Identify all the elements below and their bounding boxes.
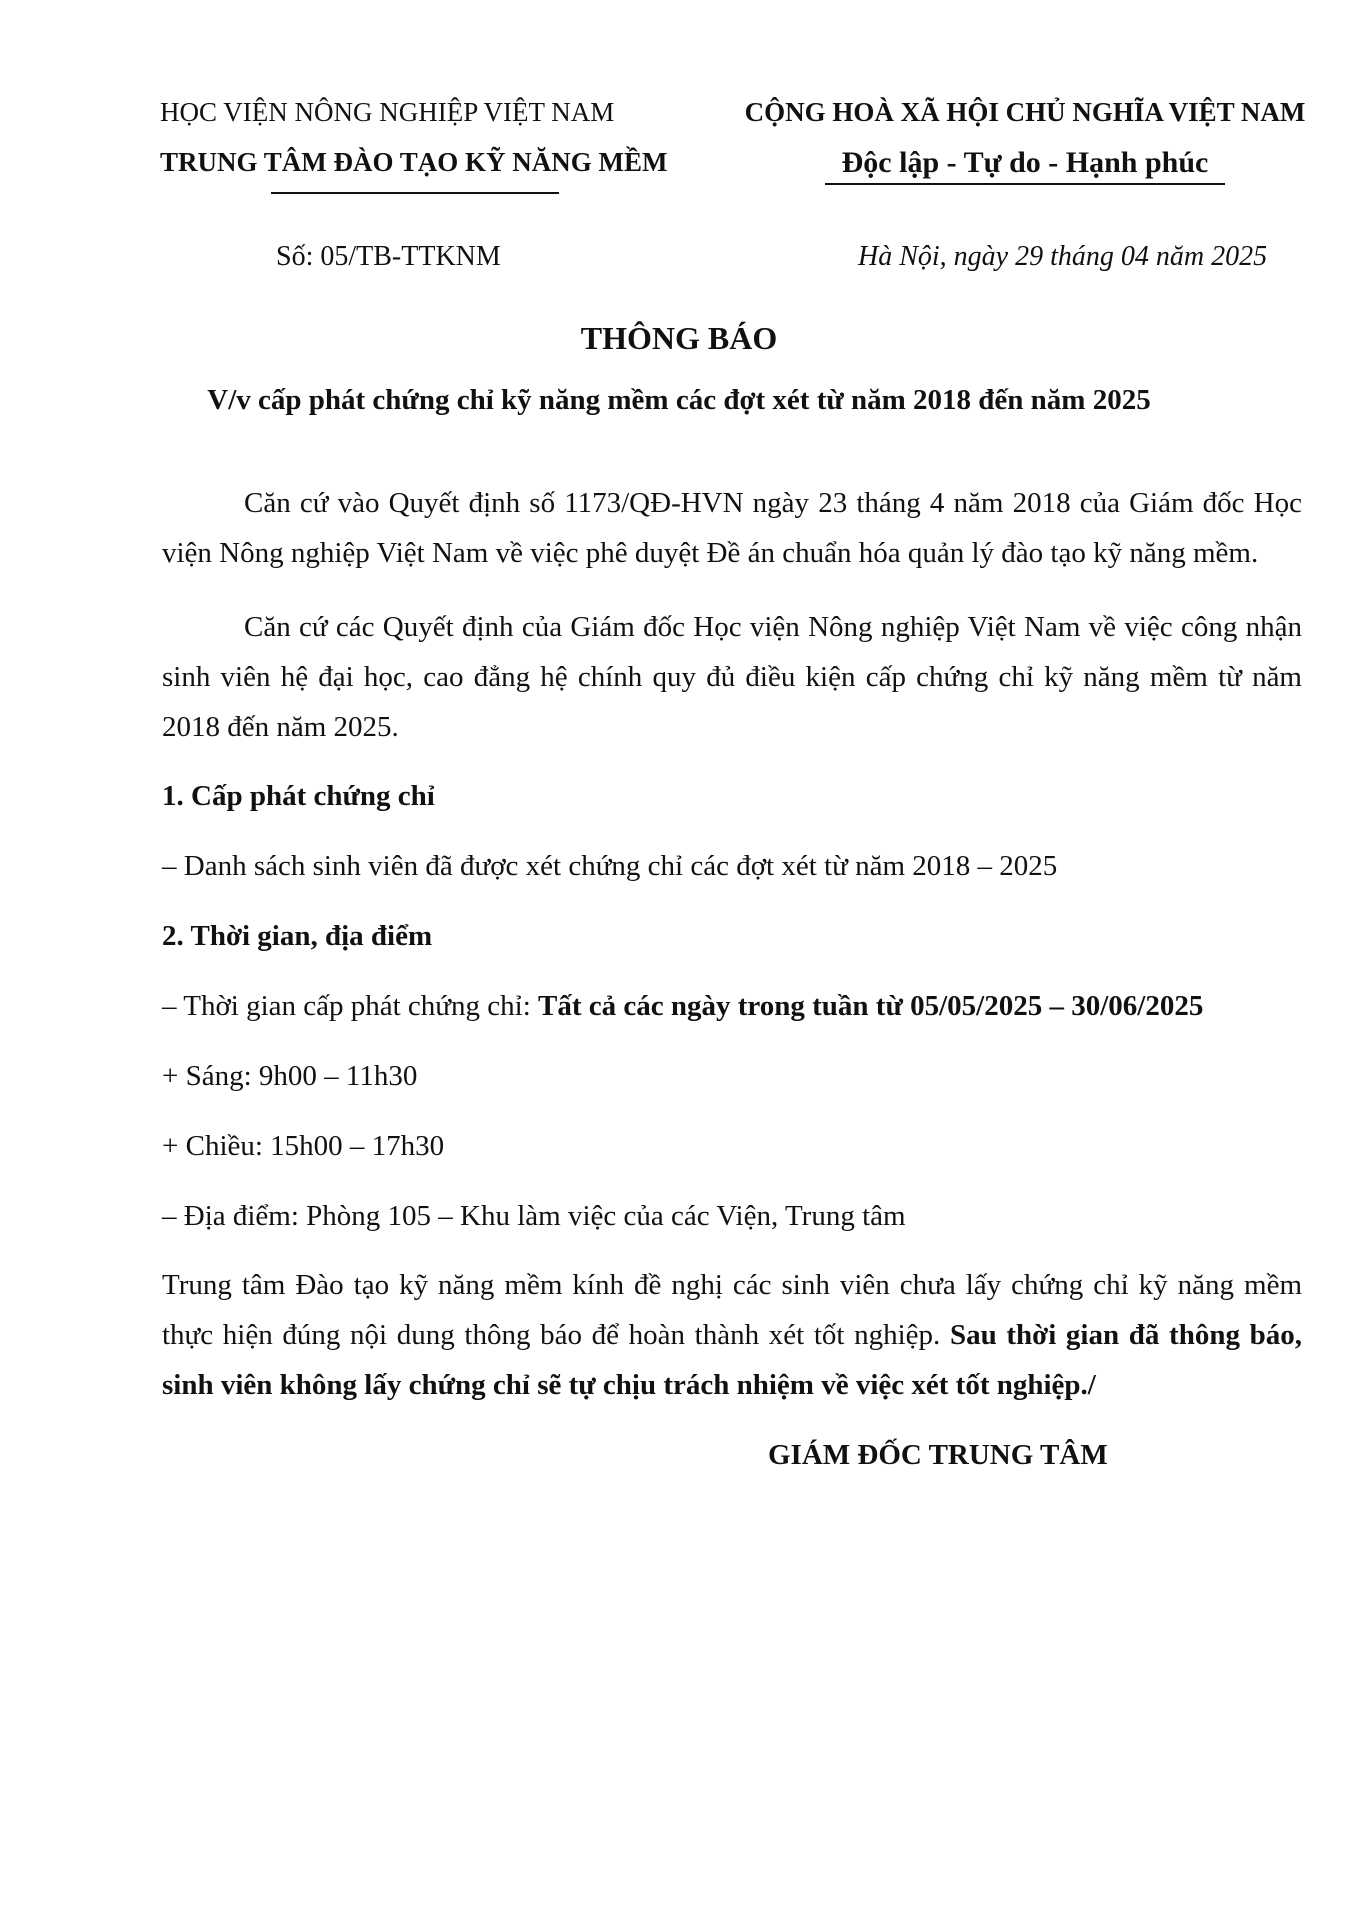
- afternoon-hours: + Chiều: 15h00 – 17h30: [162, 1130, 445, 1162]
- closing-text: Trung tâm Đào tạo kỹ năng mềm kính đề nghị các sinh viên chưa lấy chứng chỉ kỹ năng mềm thực hiện đúng nội dung thông báo để hoàn thành xét tốt nghiệp.: [162, 1269, 1302, 1351]
- issue-time-value: Tất cả các ngày trong tuần từ 05/05/2025 – 30/06/2025: [538, 990, 1204, 1022]
- closing-warning: Sau thời gian đã thông báo, sinh viên không lấy chứng chỉ sẽ tự chịu trách nhiệm về việc xét tốt nghiệp./: [162, 1319, 1302, 1401]
- legal-basis-paragraph-1: Căn cứ vào Quyết định số 1173/QĐ-HVN ngày 23 tháng 4 năm 2018 của Giám đốc Học viện Nông nghiệp Việt Nam về việc phê duyệt Đề án chuẩn hóa quản lý đào tạo kỹ năng mềm.: [162, 487, 1302, 569]
- signature-title: GIÁM ĐỐC TRUNG TÂM: [768, 1439, 1108, 1471]
- national-title: CỘNG HOÀ XÃ HỘI CHỦ NGHĨA VIỆT NAM: [744, 97, 1306, 127]
- legal-basis-paragraph-2: Căn cứ các Quyết định của Giám đốc Học viện Nông nghiệp Việt Nam về việc công nhận sinh viên hệ đại học, cao đẳng hệ chính quy đủ điều kiện cấp chứng chỉ kỹ năng mềm từ năm 2018 đến năm 2025.: [162, 611, 1302, 743]
- motto-underline: [825, 183, 1225, 185]
- section-1-item: – Danh sách sinh viên đã được xét chứng chỉ các đợt xét từ năm 2018 – 2025: [162, 850, 1058, 882]
- org-underline: [271, 192, 559, 194]
- document-title: THÔNG BÁO: [580, 320, 778, 356]
- issue-time-label: – Thời gian cấp phát chứng chỉ:: [162, 990, 539, 1022]
- issue-time-line: [162, 986, 1203, 1026]
- morning-hours: + Sáng: 9h00 – 11h30: [162, 1060, 418, 1092]
- place-date: Hà Nội, ngày 29 tháng 04 năm 2025: [858, 241, 1268, 272]
- org-parent: HỌC VIỆN NÔNG NGHIỆP VIỆT NAM: [160, 97, 615, 127]
- document-number: Số: 05/TB-TTKNM: [276, 241, 501, 272]
- section-1-heading: 1. Cấp phát chứng chỉ: [162, 780, 435, 812]
- closing-paragraph: [162, 1260, 1302, 1410]
- section-2-heading: 2. Thời gian, địa điểm: [162, 920, 433, 952]
- national-motto: Độc lập - Tự do - Hạnh phúc: [841, 146, 1209, 179]
- org-unit: TRUNG TÂM ĐÀO TẠO KỸ NĂNG MỀM: [160, 147, 668, 177]
- location-line: – Địa điểm: Phòng 105 – Khu làm việc của các Viện, Trung tâm: [162, 1200, 906, 1232]
- document-subject: V/v cấp phát chứng chỉ kỹ năng mềm các đợt xét từ năm 2018 đến năm 2025: [207, 384, 1151, 416]
